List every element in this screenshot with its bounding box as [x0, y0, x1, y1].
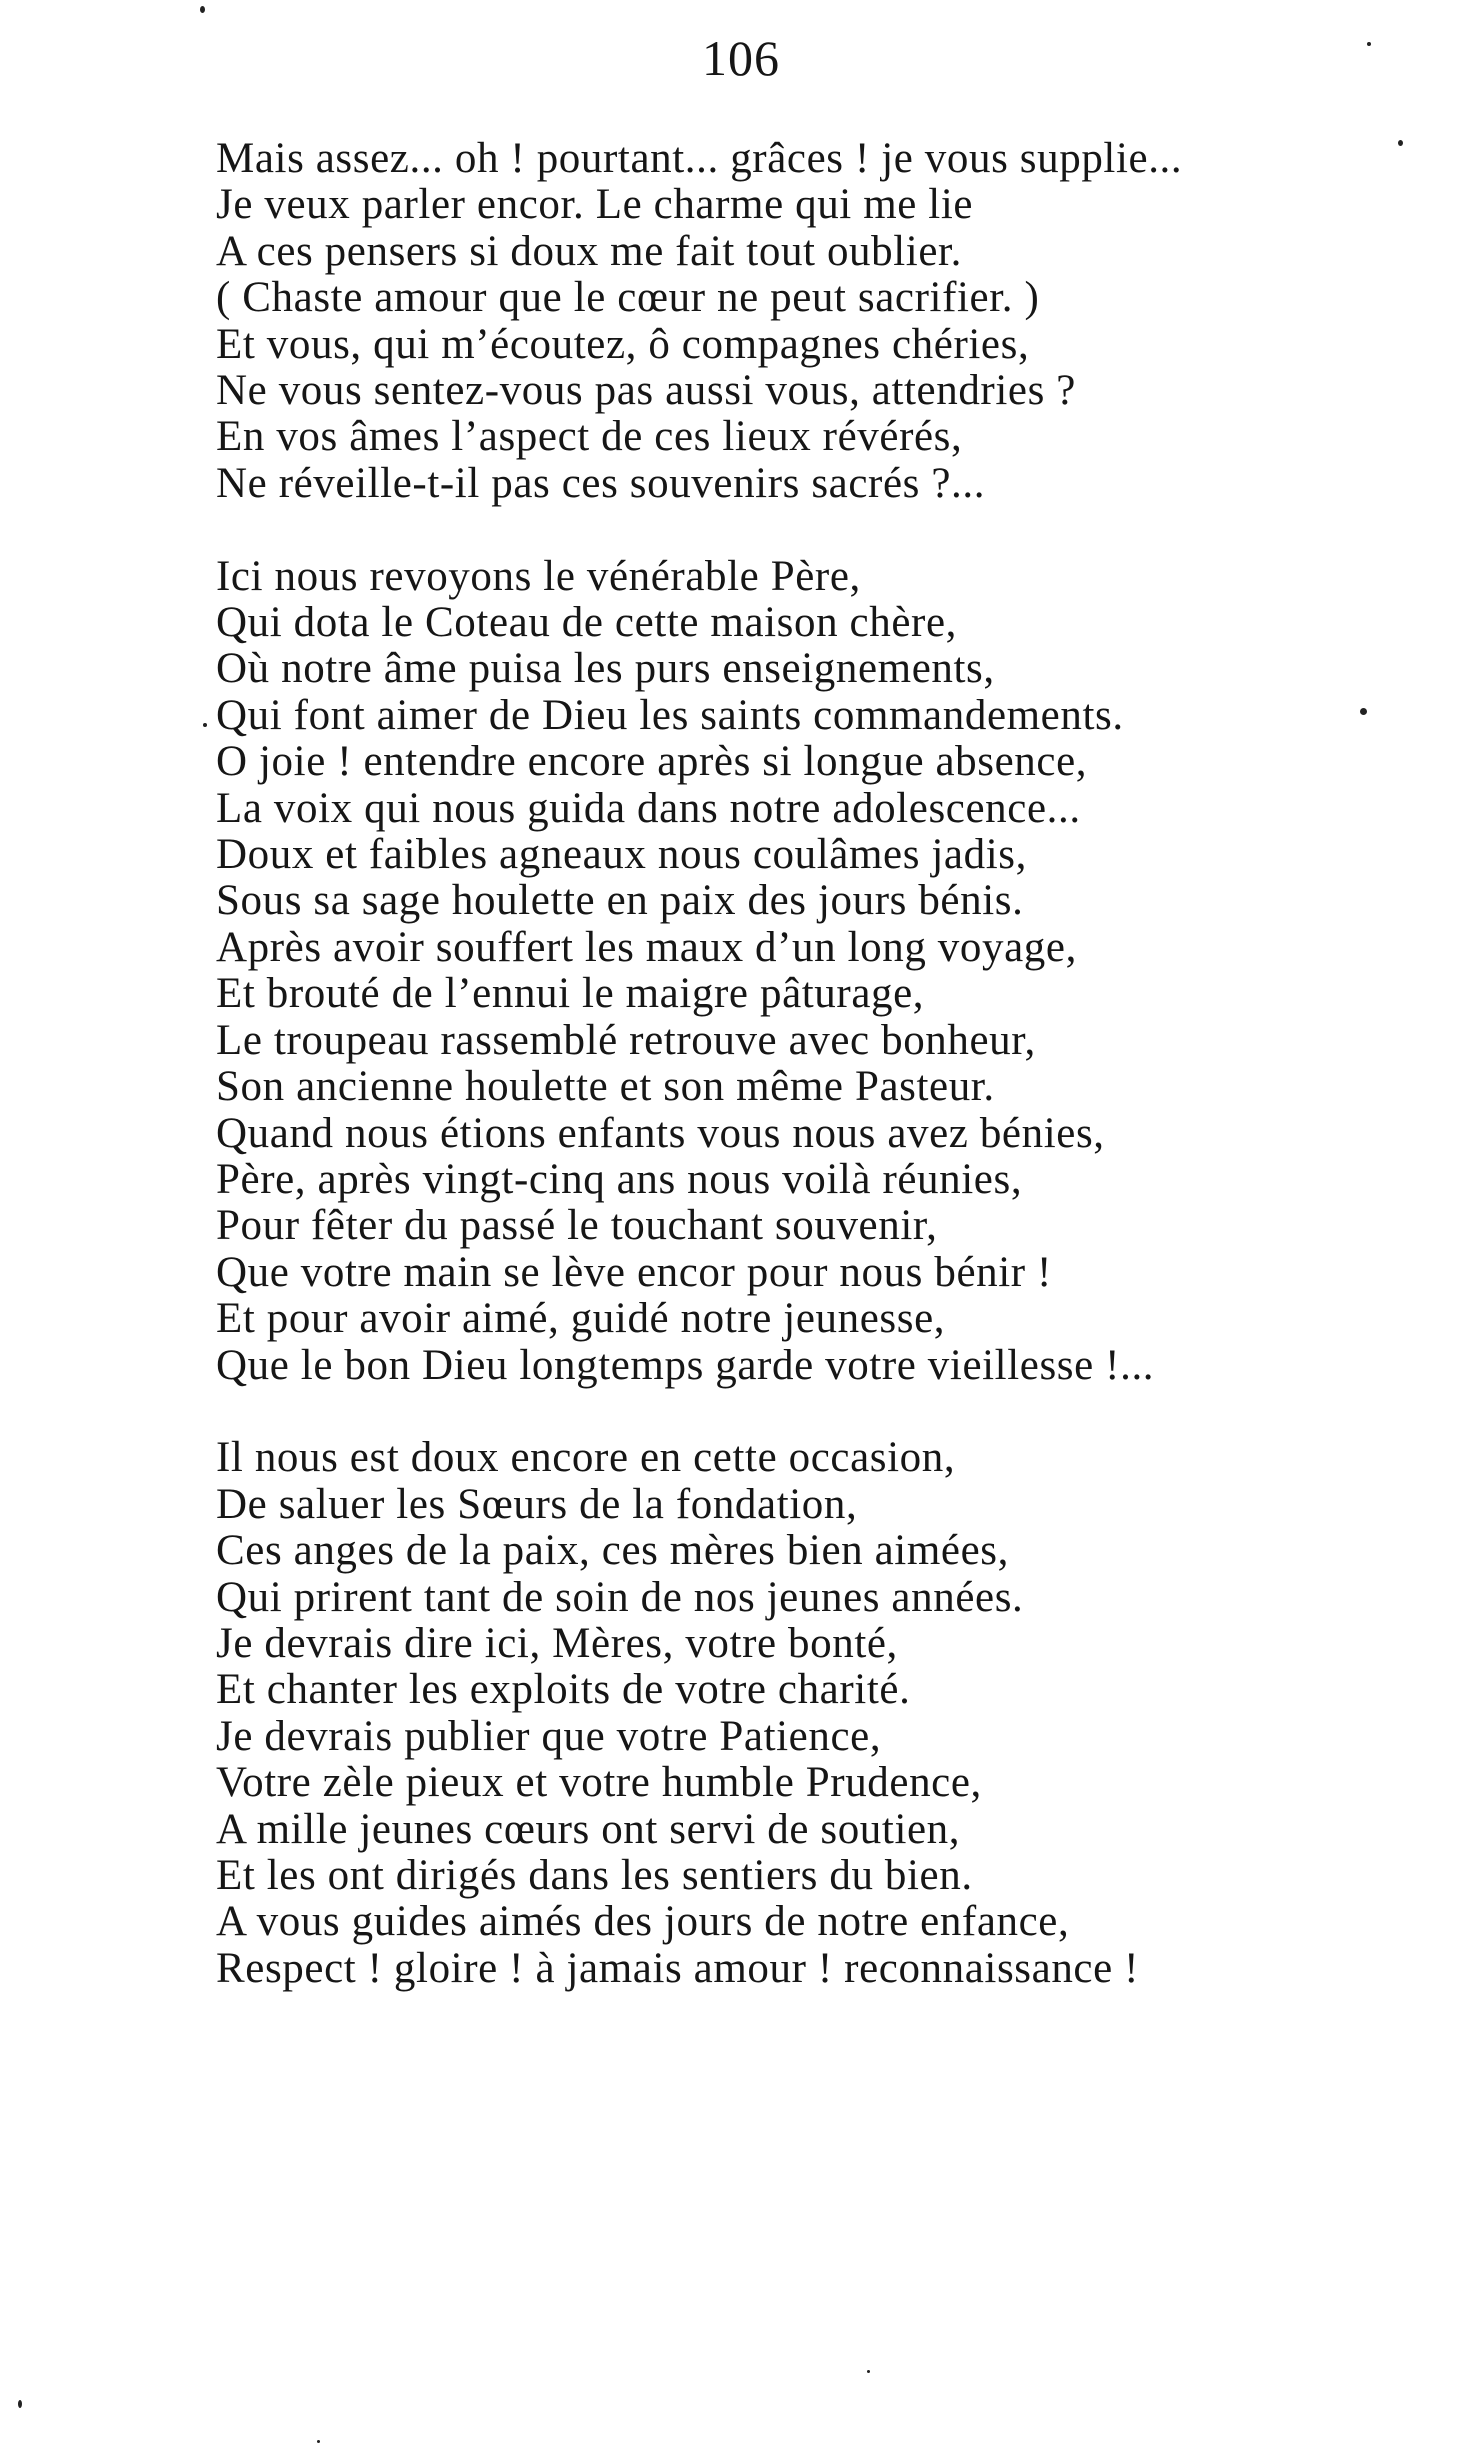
- verse-line: Le troupeau rassemblé retrouve avec bonheur,: [216, 1016, 1036, 1064]
- verse-line: ( Chaste amour que le cœur ne peut sacrifier. ): [216, 274, 1040, 322]
- verse-line: Que votre main se lève encor pour nous bénir !: [216, 1248, 1052, 1296]
- verse-line: Ne réveille-t-il pas ces souvenirs sacrés ?...: [216, 459, 986, 507]
- verse-line: Son ancienne houlette et son même Pasteur.: [216, 1063, 995, 1111]
- verse-line: Je veux parler encor. Le charme qui me lie: [216, 181, 974, 229]
- verse-line: O joie ! entendre encore après si longue absence,: [216, 738, 1088, 786]
- page-number: 106: [702, 30, 780, 86]
- verse-line: En vos âmes l’aspect de ces lieux révérés,: [216, 413, 963, 461]
- verse-line: Ne vous sentez-vous pas aussi vous, attendries ?: [216, 367, 1076, 415]
- verse-line: Doux et faibles agneaux nous coulâmes jadis,: [216, 831, 1027, 879]
- verse-line: Qui font aimer de Dieu les saints commandements.: [216, 691, 1124, 739]
- stanza: [216, 136, 1446, 507]
- scan-speck: [203, 723, 207, 727]
- scan-speck: [18, 2400, 22, 2408]
- verse-line: Mais assez... oh ! pourtant... grâces ! je vous supplie...: [216, 135, 1183, 182]
- verse-line: Quand nous étions enfants vous nous avez bénies,: [216, 1109, 1105, 1157]
- verse-line: Votre zèle pieux et votre humble Prudence,: [216, 1759, 982, 1807]
- scan-speck: [1360, 708, 1367, 715]
- scan-speck: [1398, 140, 1403, 146]
- verse-line: Père, après vingt-cinq ans nous voilà réunies,: [216, 1155, 1023, 1203]
- verse-line: Qui prirent tant de soin de nos jeunes années.: [216, 1573, 1024, 1621]
- verse-line: Je devrais publier que votre Patience,: [216, 1712, 882, 1760]
- verse-line: A mille jeunes cœurs ont servi de soutien,: [216, 1805, 961, 1853]
- stanza: [216, 1435, 1446, 1992]
- scan-speck: [1367, 42, 1371, 46]
- verse-line: Il nous est doux encore en cette occasion,: [216, 1434, 956, 1482]
- verse-line: Et pour avoir aimé, guidé notre jeunesse,: [216, 1295, 946, 1343]
- verse-line: La voix qui nous guida dans notre adolescence...: [216, 784, 1081, 832]
- verse-line: Où notre âme puisa les purs enseignements,: [216, 645, 995, 693]
- scan-speck: [867, 2370, 870, 2373]
- verse-line: Que le bon Dieu longtemps garde votre vieillesse !...: [216, 1341, 1155, 1389]
- verse-line: Et brouté de l’ennui le maigre pâturage,: [216, 970, 925, 1018]
- verse-line: Et chanter les exploits de votre charité.: [216, 1666, 911, 1714]
- verse-line: Ces anges de la paix, ces mères bien aimées,: [216, 1527, 1009, 1575]
- verse-line: A vous guides aimés des jours de notre enfance,: [216, 1898, 1070, 1946]
- poem: [216, 136, 1446, 1992]
- verse-line: A ces pensers si doux me fait tout oublier.: [216, 227, 962, 275]
- verse-line: Respect ! gloire ! à jamais amour ! reconnaissance !: [216, 1944, 1140, 1992]
- verse-line: Je devrais dire ici, Mères, votre bonté,: [216, 1619, 898, 1667]
- verse-line: Qui dota le Coteau de cette maison chère,: [216, 599, 957, 647]
- verse-line: Pour fêter du passé le touchant souvenir,: [216, 1202, 938, 1250]
- stanza: [216, 554, 1446, 1389]
- verse-line: Et les ont dirigés dans les sentiers du bien.: [216, 1852, 973, 1899]
- verse-line: De saluer les Sœurs de la fondation,: [216, 1480, 858, 1528]
- verse-line: Et vous, qui m’écoutez, ô compagnes chéries,: [216, 320, 1030, 368]
- verse-line: Ici nous revoyons le vénérable Père,: [216, 552, 861, 600]
- scan-speck: [200, 6, 205, 13]
- verse-line: Sous sa sage houlette en paix des jours bénis.: [216, 877, 1024, 925]
- scan-speck: [317, 2440, 320, 2443]
- verse-line: Après avoir souffert les maux d’un long voyage,: [216, 923, 1077, 971]
